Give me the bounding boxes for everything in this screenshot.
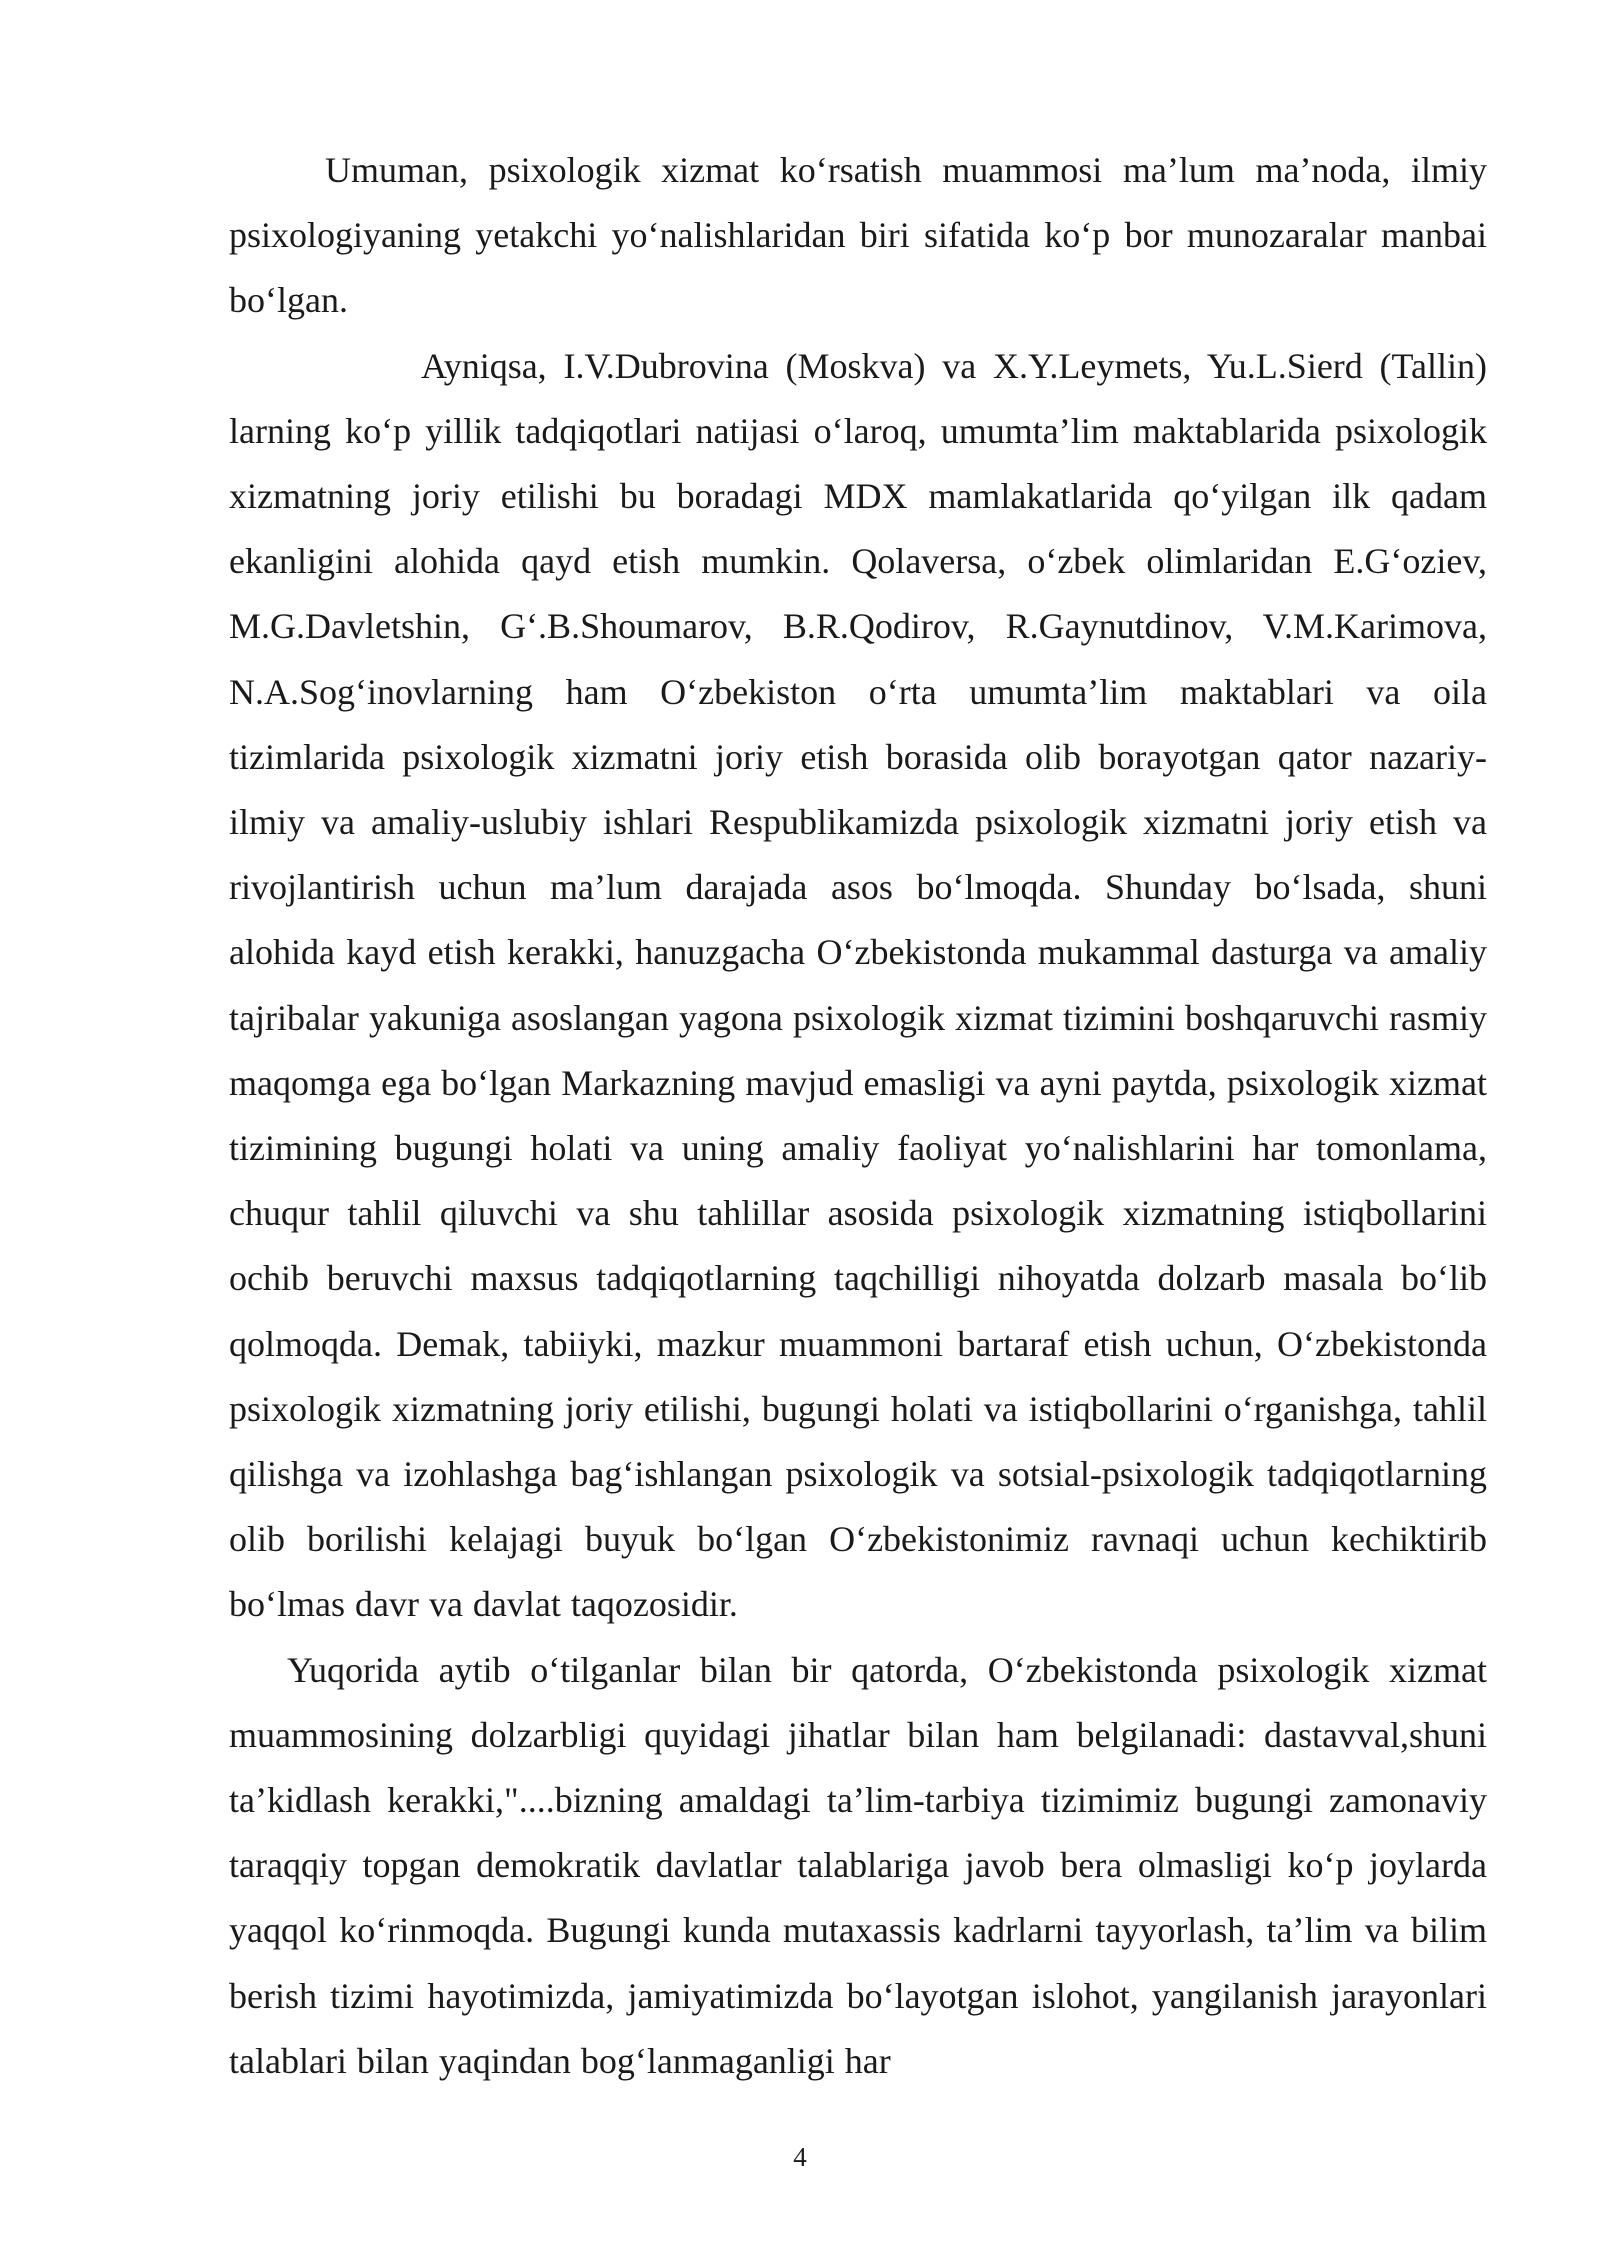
paragraph-research-overview: Ayniqsa, I.V.Dubrovina (Moskva) va X.Y.Leymets, Yu.L.Sierd (Tallin) larning ko‘p yillik tadqiqotlari natijasi o‘laroq, umumta’lim maktablarida psixologik xizmatning joriy etilishi bu boradagi MDX mamlakatlarida qo‘yilgan ilk qadam ekanligini alohida qayd etish mumkin. Qolaversa, o‘zbek olimlaridan E.G‘oziev, M.G.Davletshin, G‘.B.Shoumarov, B.R.Qodirov, R.Gaynutdinov, V.M.Karimova, N.A.Sog‘inovlarning ham O‘zbekiston o‘rta umumta’lim maktablari va oila tizimlarida psixologik xizmatni joriy etish borasida olib borayotgan qator nazariy-ilmiy va amaliy-uslubiy ishlari Respublikamizda psixologik xizmatni joriy etish va rivojlantirish uchun ma’lum darajada asos bo‘lmoqda. Shunday bo‘lsada, shuni alohida kayd etish kerakki, hanuzgacha O‘zbekistonda mukammal dasturga va amaliy tajribalar yakuniga asoslangan yagona psixologik xizmat tizimini boshqaruvchi rasmiy maqomga ega bo‘lgan Markazning mavjud emasligi va ayni paytda, psixologik xizmat tizimining bugungi holati va uning amaliy faoliyat yo‘nalishlarini har tomonlama, chuqur tahlil qiluvchi va shu tahlillar asosida psixologik xizmatning istiqbollarini ochib beruvchi maxsus tadqiqotlarning taqchilligi nihoyatda dolzarb masala bo‘lib qolmoqda. Demak, tabiiyki, mazkur muammoni bartaraf etish uchun, O‘zbekistonda psixologik xizmatning joriy etilishi, bugungi holati va istiqbollarini o‘rganishga, tahlil qilishga va izohlashga bag‘ishlangan psixologik va sotsial-psixologik tadqiqotlarning olib borilishi kelajagi buyuk bo‘lgan O‘zbekistonimiz ravnaqi uchun kechiktirib bo‘lmas davr va davlat taqozosidir. [229, 345, 1487, 1625]
paragraph-relevance: Yuqorida aytib o‘tilganlar bilan bir qatorda, O‘zbekistonda psixologik xizmat muammosining dolzarbligi quyidagi jihatlar bilan ham belgilanadi: dastavval,shuni ta’kidlash kerakki,"....bizning amaldagi ta’lim-tarbiya tizimimiz bugungi zamonaviy taraqqiy topgan demokratik davlatlar talablariga javob bera olmasligi ko‘p joylarda yaqqol ko‘rinmoqda. Bugungi kunda mutaxassis kadrlarni tayyorlash, ta’lim va bilim berish tizimi hayotimizda, jamiyatimizda bo‘layotgan islohot, yangilanish jarayonlari talablari bilan yaqindan bog‘lanmaganligi har [229, 1649, 1487, 2081]
page-number: 4 [793, 2142, 807, 2172]
body-text [229, 138, 1487, 2094]
paragraph-intro: Umuman, psixologik xizmat ko‘rsatish muammosi ma’lum ma’noda, ilmiy psixologiyaning yetakchi yo‘nalishlaridan biri sifatida ko‘p bor munozaralar manbai bo‘lgan. [229, 150, 1487, 321]
